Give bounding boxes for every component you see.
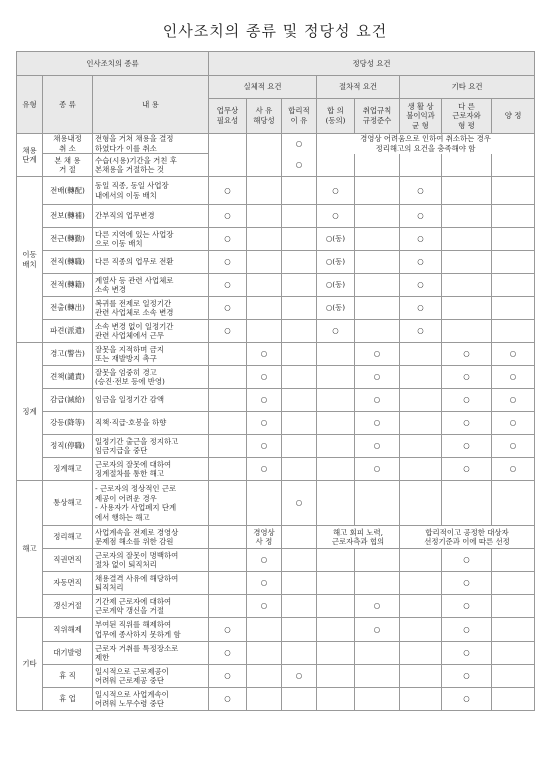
requirement-cell [355, 297, 400, 320]
action-kind-cell: 본 채 용 거 절 [43, 154, 93, 177]
table-row [17, 297, 535, 320]
requirement-cell [282, 297, 317, 320]
description-cell: 계열사 등 관련 사업체로 소속 변경 [93, 274, 209, 297]
requirement-cell [442, 228, 492, 251]
met-mark: ○ [442, 458, 492, 481]
table-row [17, 274, 535, 297]
met-mark: ○ [442, 389, 492, 412]
requirement-cell [355, 177, 400, 205]
requirement-cell [442, 320, 492, 343]
action-kind-cell: 휴 직 [43, 665, 93, 688]
met-mark: ○ [492, 458, 535, 481]
met-mark: ○ [317, 205, 355, 228]
met-mark: ○ [355, 618, 400, 642]
requirement-cell [492, 688, 535, 711]
requirement-cell [209, 154, 247, 177]
table-row [17, 549, 535, 572]
description-cell: 근로자 거취를 특정장소로 제한 [93, 642, 209, 665]
met-mark: ○ [355, 366, 400, 389]
table-row [17, 595, 535, 618]
requirement-note-cell: 경영상 어려움으로 인하여 취소하는 경우 정리해고의 요건을 충족해야 함 [317, 134, 535, 154]
table-row [17, 389, 535, 412]
met-mark: ○ [442, 412, 492, 435]
requirement-cell [282, 274, 317, 297]
requirement-cell [355, 549, 400, 572]
description-cell: 수습(시용)기간을 거친 후 본채용을 거절하는 것 [93, 154, 209, 177]
requirement-cell [317, 618, 355, 642]
table-row [17, 642, 535, 665]
requirement-cell [355, 572, 400, 595]
met-mark: ○ [492, 435, 535, 458]
requirement-cell [209, 458, 247, 481]
requirement-cell [209, 366, 247, 389]
action-kind-cell: 경고(警告) [43, 343, 93, 366]
requirement-cell [355, 320, 400, 343]
requirement-note-cell: 해고 회피 노력, 근로자측과 협의 [317, 526, 400, 549]
requirement-cell [209, 526, 247, 549]
requirement-cell [355, 274, 400, 297]
requirement-note-cell: 경영상 사 정 [247, 526, 282, 549]
description-cell: 일시적으로 사업계속이 어려워 노무수령 중단 [93, 688, 209, 711]
description-cell: 직책·직급·호봉을 하향 [93, 412, 209, 435]
description-cell: 근로자의 잘못이 명백하여 절차 없이 퇴직처리 [93, 549, 209, 572]
requirement-cell [282, 412, 317, 435]
met-mark: ○ [442, 549, 492, 572]
requirement-cell [247, 665, 282, 688]
met-mark: ○ [355, 595, 400, 618]
requirement-cell [247, 228, 282, 251]
met-mark: ○ [442, 618, 492, 642]
met-mark: ○ [247, 549, 282, 572]
met-mark: ○ [442, 665, 492, 688]
table-row [17, 481, 535, 526]
met-mark: ○ [282, 154, 317, 177]
met-mark: ○ [247, 412, 282, 435]
table-row [17, 320, 535, 343]
requirement-cell [282, 572, 317, 595]
action-kind-cell: 강등(降等) [43, 412, 93, 435]
met-with-consent-mark: ○(동) [317, 251, 355, 274]
met-mark: ○ [209, 274, 247, 297]
table-row [17, 205, 535, 228]
table-row [17, 688, 535, 711]
requirement-cell [355, 228, 400, 251]
met-with-consent-mark: ○(동) [317, 274, 355, 297]
requirement-cell [400, 481, 442, 526]
description-cell: - 근로자의 정상적인 근로 제공이 어려운 경우 - 사용자가 사업폐지 단계 에서 행하는 해고 [93, 481, 209, 526]
action-kind-cell: 휴 업 [43, 688, 93, 711]
table-row [17, 177, 535, 205]
requirement-cell [400, 343, 442, 366]
requirement-cell [282, 618, 317, 642]
description-cell: 간부직의 업무변경 [93, 205, 209, 228]
requirement-cell [282, 320, 317, 343]
requirement-cell [209, 481, 247, 526]
requirement-cell [209, 572, 247, 595]
action-kind-cell: 전배(轉配) [43, 177, 93, 205]
requirement-cell [247, 274, 282, 297]
met-mark: ○ [400, 205, 442, 228]
met-mark: ○ [400, 320, 442, 343]
met-mark: ○ [209, 618, 247, 642]
category-cell: 이동 배치 [17, 177, 43, 343]
met-mark: ○ [209, 251, 247, 274]
requirement-cell [400, 412, 442, 435]
requirement-cell [209, 343, 247, 366]
action-kind-cell: 자동면직 [43, 572, 93, 595]
table-row [17, 343, 535, 366]
table-row [17, 665, 535, 688]
requirement-cell [492, 320, 535, 343]
requirement-cell [442, 251, 492, 274]
description-cell: 복귀를 전제로 일정기간 관련 사업체로 소속 변경 [93, 297, 209, 320]
action-kind-cell: 전근(轉勤) [43, 228, 93, 251]
requirement-cell [400, 435, 442, 458]
requirement-cell [247, 618, 282, 642]
requirement-cell [400, 366, 442, 389]
requirement-cell [282, 526, 317, 549]
col-header-cause-applicability: 사 유 해당성 [247, 99, 282, 134]
met-mark: ○ [442, 642, 492, 665]
requirement-cell [400, 642, 442, 665]
requirement-cell [282, 688, 317, 711]
met-mark: ○ [442, 366, 492, 389]
met-mark: ○ [442, 688, 492, 711]
group-header-other: 기타 요건 [400, 76, 535, 99]
requirement-cell [282, 595, 317, 618]
requirement-cell [317, 458, 355, 481]
requirement-cell [247, 320, 282, 343]
action-kind-cell: 정직(停職) [43, 435, 93, 458]
requirement-cell [317, 481, 355, 526]
requirement-cell [355, 665, 400, 688]
met-mark: ○ [400, 297, 442, 320]
requirement-cell [247, 177, 282, 205]
action-kind-cell: 징계해고 [43, 458, 93, 481]
requirement-cell [282, 251, 317, 274]
description-cell: 근로자의 잘못에 대하여 징계절차를 통한 해고 [93, 458, 209, 481]
action-kind-cell: 전적(轉籍) [43, 274, 93, 297]
description-cell: 전형을 거쳐 채용을 결정 하였다가 이를 취소 [93, 134, 209, 154]
met-mark: ○ [355, 412, 400, 435]
category-cell: 채용 단계 [17, 134, 43, 177]
action-kind-cell: 채용내정 취 소 [43, 134, 93, 154]
requirement-cell [442, 205, 492, 228]
requirement-cell [282, 177, 317, 205]
action-kind-cell: 갱신거절 [43, 595, 93, 618]
requirement-cell [317, 389, 355, 412]
met-mark: ○ [400, 228, 442, 251]
requirement-cell [317, 595, 355, 618]
col-header-livelihood-balance: 생 활 상 불이익과 균 형 [400, 99, 442, 134]
requirement-cell [282, 205, 317, 228]
met-mark: ○ [400, 274, 442, 297]
requirement-cell [400, 665, 442, 688]
requirement-note-cell: 합리적이고 공정한 대상자 선정기준과 이에 따른 선정 [400, 526, 535, 549]
met-mark: ○ [442, 435, 492, 458]
requirement-cell [209, 412, 247, 435]
description-cell: 소속 변경 없이 일정기간 관련 사업체에서 근무 [93, 320, 209, 343]
requirement-cell [317, 549, 355, 572]
met-mark: ○ [209, 642, 247, 665]
description-cell: 다른 지역에 있는 사업장 으로 이동 배치 [93, 228, 209, 251]
requirement-cell [247, 642, 282, 665]
met-mark: ○ [400, 251, 442, 274]
col-header-reasonable-grounds: 합리적 이 유 [282, 99, 317, 134]
action-kind-cell: 견책(譴責) [43, 366, 93, 389]
requirement-cell [282, 458, 317, 481]
action-kind-cell: 전직(轉職) [43, 251, 93, 274]
requirement-cell [400, 595, 442, 618]
requirement-cell [247, 688, 282, 711]
action-kind-cell: 통상해고 [43, 481, 93, 526]
met-mark: ○ [209, 320, 247, 343]
requirement-cell [492, 177, 535, 205]
group-header-substantive: 실체적 요건 [209, 76, 317, 99]
requirement-cell [355, 688, 400, 711]
action-kind-cell: 파견(派遣) [43, 320, 93, 343]
requirement-cell [492, 297, 535, 320]
action-kind-cell: 대기발령 [43, 642, 93, 665]
header-action-types: 인사조치의 종류 [17, 52, 209, 76]
description-cell: 다른 직종의 업무로 전환 [93, 251, 209, 274]
table-row [17, 526, 535, 549]
col-header-agreement: 합 의 (동의) [317, 99, 355, 134]
met-mark: ○ [442, 572, 492, 595]
description-cell: 잘못을 지적하며 금지 또는 재발방지 촉구 [93, 343, 209, 366]
requirement-cell [492, 274, 535, 297]
requirement-cell [317, 572, 355, 595]
requirement-cell [317, 412, 355, 435]
met-mark: ○ [492, 366, 535, 389]
category-cell: 징계 [17, 343, 43, 481]
requirement-cell [247, 154, 282, 177]
requirement-cell [442, 274, 492, 297]
requirement-cell [355, 642, 400, 665]
requirement-cell [355, 481, 400, 526]
table-row [17, 572, 535, 595]
requirement-cell [209, 595, 247, 618]
met-mark: ○ [209, 688, 247, 711]
requirement-cell [492, 251, 535, 274]
met-mark: ○ [355, 435, 400, 458]
met-mark: ○ [209, 205, 247, 228]
met-mark: ○ [317, 177, 355, 205]
requirement-cell [442, 297, 492, 320]
page-title: 인사조치의 종류 및 정당성 요건 [162, 22, 388, 40]
requirement-cell [317, 688, 355, 711]
col-header-content: 내 용 [93, 76, 209, 134]
met-mark: ○ [247, 458, 282, 481]
action-kind-cell: 직위해제 [43, 618, 93, 642]
requirement-cell [492, 642, 535, 665]
description-cell: 기간제 근로자에 대하여 근로계약 갱신을 거절 [93, 595, 209, 618]
col-header-type: 유형 [17, 76, 43, 134]
category-cell: 기타 [17, 618, 43, 711]
requirement-cell [247, 251, 282, 274]
met-mark: ○ [492, 389, 535, 412]
requirement-cell [282, 366, 317, 389]
met-mark: ○ [209, 665, 247, 688]
requirement-cell [282, 389, 317, 412]
requirement-cell [317, 154, 355, 177]
met-mark: ○ [400, 177, 442, 205]
requirement-cell [400, 458, 442, 481]
requirement-cell [492, 618, 535, 642]
met-mark: ○ [492, 412, 535, 435]
action-kind-cell: 직권면직 [43, 549, 93, 572]
requirement-cell [282, 549, 317, 572]
table-row [17, 134, 535, 154]
requirement-cell [317, 642, 355, 665]
requirement-cell [400, 549, 442, 572]
requirement-cell [209, 134, 247, 154]
requirement-cell [400, 572, 442, 595]
table-row [17, 618, 535, 642]
table-row [17, 435, 535, 458]
requirement-cell [492, 205, 535, 228]
requirement-cell [492, 228, 535, 251]
met-mark: ○ [442, 343, 492, 366]
action-kind-cell: 전출(轉出) [43, 297, 93, 320]
requirement-cell [442, 481, 492, 526]
met-mark: ○ [247, 389, 282, 412]
met-mark: ○ [355, 389, 400, 412]
requirement-cell [400, 688, 442, 711]
description-cell: 동일 직종, 동일 사업장 내에서의 이동 배치 [93, 177, 209, 205]
description-cell: 사업계속을 전제로 경영상 문제점 해소를 위한 감원 [93, 526, 209, 549]
requirement-cell [247, 297, 282, 320]
col-header-kind: 종 류 [43, 76, 93, 134]
requirement-cell [282, 642, 317, 665]
met-mark: ○ [355, 458, 400, 481]
met-mark: ○ [442, 595, 492, 618]
requirement-cell [442, 177, 492, 205]
table-row [17, 154, 535, 177]
col-header-penalty-proportionality: 양 정 [492, 99, 535, 134]
requirements-table [16, 51, 535, 711]
requirement-cell [317, 435, 355, 458]
group-header-procedural: 절차적 요건 [317, 76, 400, 99]
requirement-cell [209, 435, 247, 458]
description-cell: 부여된 직위를 해제하여 업무에 종사하지 못하게 함 [93, 618, 209, 642]
met-mark: ○ [247, 435, 282, 458]
met-mark: ○ [209, 228, 247, 251]
requirement-cell [355, 251, 400, 274]
requirement-cell [282, 228, 317, 251]
header-requirements: 정당성 요건 [209, 52, 535, 76]
met-mark: ○ [355, 343, 400, 366]
requirement-cell [317, 366, 355, 389]
requirement-cell [209, 389, 247, 412]
requirement-cell [209, 549, 247, 572]
met-mark: ○ [209, 297, 247, 320]
description-cell: 일시적으로 근로제공이 어려워 근로제공 중단 [93, 665, 209, 688]
category-cell: 해고 [17, 481, 43, 618]
action-kind-cell: 정리해고 [43, 526, 93, 549]
met-mark: ○ [247, 366, 282, 389]
met-mark: ○ [247, 572, 282, 595]
action-kind-cell: 감급(減給) [43, 389, 93, 412]
met-mark: ○ [282, 665, 317, 688]
table-row [17, 228, 535, 251]
description-cell: 잘못을 엄중히 경고 (승진·전보 등에 반영) [93, 366, 209, 389]
met-mark: ○ [247, 343, 282, 366]
requirement-cell [492, 549, 535, 572]
requirement-cell [247, 481, 282, 526]
col-header-work-rules-compliance: 취업규칙 규정준수 [355, 99, 400, 134]
requirement-cell [317, 343, 355, 366]
met-mark: ○ [282, 481, 317, 526]
requirement-cell [282, 343, 317, 366]
table-row [17, 412, 535, 435]
met-mark: ○ [492, 343, 535, 366]
requirement-cell [355, 205, 400, 228]
met-mark: ○ [209, 177, 247, 205]
requirement-cell [247, 205, 282, 228]
description-cell: 임금을 일정기간 감액 [93, 389, 209, 412]
met-with-consent-mark: ○(동) [317, 297, 355, 320]
requirement-cell [492, 481, 535, 526]
requirement-cell [400, 389, 442, 412]
requirement-cell [492, 595, 535, 618]
requirement-cell [492, 154, 535, 177]
table-row [17, 251, 535, 274]
requirement-cell [400, 618, 442, 642]
requirement-cell [355, 154, 400, 177]
requirement-cell [492, 572, 535, 595]
requirement-cell [282, 435, 317, 458]
met-mark: ○ [317, 320, 355, 343]
met-mark: ○ [282, 134, 317, 154]
col-header-work-necessity: 업무상 필요성 [209, 99, 247, 134]
col-header-equity-with-others: 다 른 근로자와 형 평 [442, 99, 492, 134]
met-with-consent-mark: ○(동) [317, 228, 355, 251]
requirement-cell [442, 154, 492, 177]
requirement-cell [247, 134, 282, 154]
requirement-cell [400, 154, 442, 177]
table-row [17, 366, 535, 389]
description-cell: 채용결격 사유에 해당하여 퇴직처리 [93, 572, 209, 595]
requirement-cell [492, 665, 535, 688]
table-row [17, 458, 535, 481]
met-mark: ○ [247, 595, 282, 618]
requirement-cell [317, 665, 355, 688]
action-kind-cell: 전보(轉補) [43, 205, 93, 228]
description-cell: 일정기간 출근을 정지하고 임금지급을 중단 [93, 435, 209, 458]
